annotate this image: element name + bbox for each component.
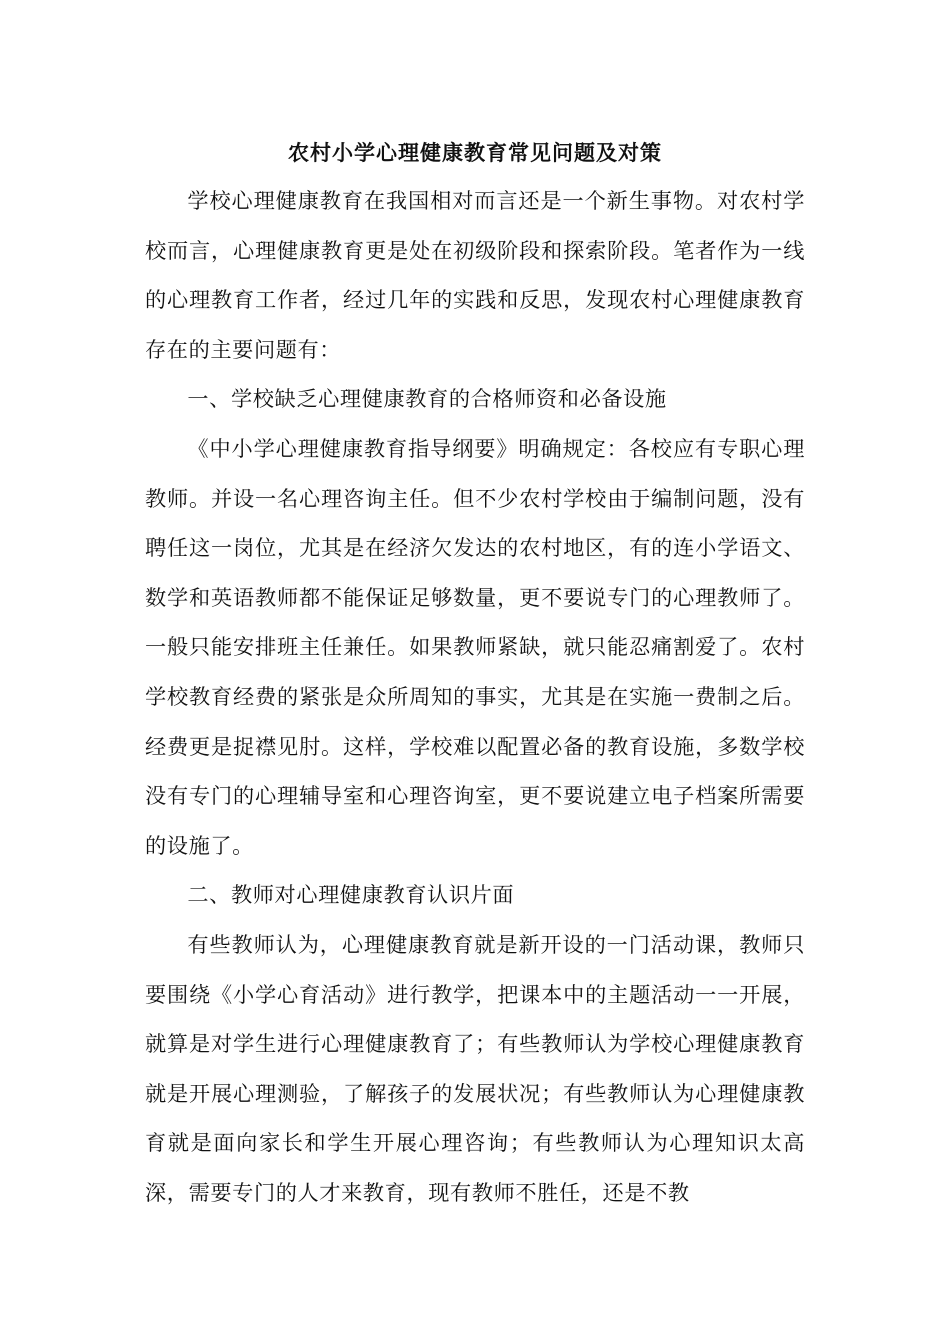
section-heading-2: 二、教师对心理健康教育认识片面 bbox=[187, 882, 515, 908]
section-heading-1: 一、学校缺乏心理健康教育的合格师资和必备设施 bbox=[187, 386, 667, 412]
section-2-paragraph: 有些教师认为，心理健康教育就是新开设的一门活动课，教师只要围绕《小学心育活动》进行教学，把课本中的主题活动一一开展，就算是对学生进行心理健康教育了；有些教师认为学校心理健康教育就是开展心理测验，了解孩子的发展状况；有些教师认为心理健康教育就是面向家长和学生开展心理咨询；有些教师认为心理知识太高深，需要专门的人才来教育，现有教师不胜任，还是不教 bbox=[145, 931, 805, 1205]
section-1-paragraph: 《中小学心理健康教育指导纲要》明确规定：各校应有专职心理教师。并设一名心理咨询主任。但不少农村学校由于编制问题，没有聘任这一岗位，尤其是在经济欠发达的农村地区，有的连小学语文、数学和英语教师都不能保证足够数量，更不要说专门的心理教师了。一般只能安排班主任兼任。如果教师紧缺，就只能忍痛割爱了。农村学校教育经费的紧张是众所周知的事实，尤其是在实施一费制之后。经费更是捉襟见肘。这样，学校难以配置必备的教育设施，多数学校没有专门的心理辅导室和心理咨询室，更不要说建立电子档案所需要的设施了。 bbox=[145, 435, 805, 858]
intro-paragraph: 学校心理健康教育在我国相对而言还是一个新生事物。对农村学校而言，心理健康教育更是处在初级阶段和探索阶段。笔者作为一线的心理教育工作者，经过几年的实践和反思，发现农村心理健康教育存在的主要问题有： bbox=[145, 188, 805, 362]
document-title: 农村小学心理健康教育常见问题及对策 bbox=[288, 140, 662, 165]
document-body bbox=[145, 176, 805, 1217]
